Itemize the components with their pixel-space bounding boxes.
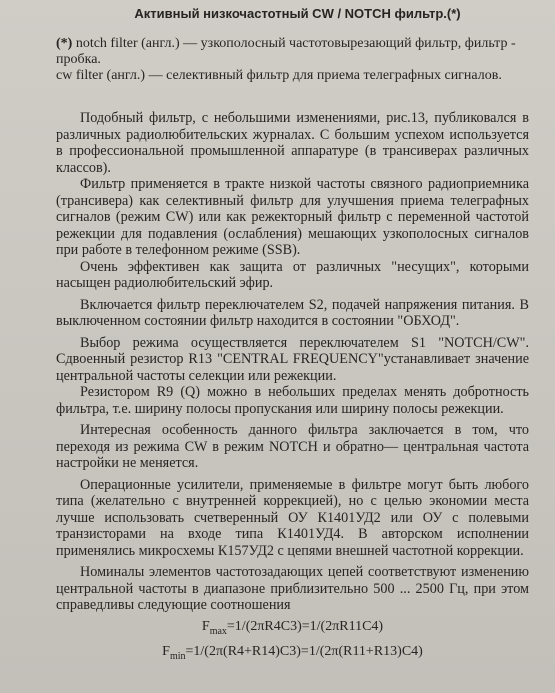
spacer: [56, 84, 529, 110]
footnote-2: cw filter (англ.) — селективный фильтр для приема телеграфных сигналов.: [56, 68, 502, 83]
paragraph: Фильтр применяется в тракте низкой частоты связного радиоприемника (трансивера) как селективный фильтр для улучшения приема телеграфных сигналов (режим CW) или как режекторный фильтр с переменной частотой режекции для подавления (ослабления) мешающих узкополосных сигналов при работе в телефонном режиме (SSB).: [56, 176, 529, 258]
paragraph: Подобный фильтр, с небольшими изменениями, рис.13, публиковался в различных радиолюбительских журналах. С большим успехом используется в профессиональной промышленной аппаратуре (в трансиверах различных классов).: [56, 110, 529, 176]
paragraph: Очень эффективен как защита от различных "несущих", которыми насыщен радиолюбительский эфир.: [56, 258, 529, 291]
paragraph: Интересная особенность данного фильтра заключается в том, что переходя из режима CW в режим NOTCH и обратно— центральная частота настройки не меняется.: [56, 422, 529, 471]
paragraph: Включается фильтр переключателем S2, подачей напряжения питания. В выключенном состоянии фильтр находится в состоянии "ОБХОД".: [56, 296, 529, 329]
paragraph: Операционные усилители, применяемые в фильтре могут быть любого типа (желательно с внутренней коррекцией), но с целью экономии места лучше использовать счетверенный ОУ К1401УД2 или ОУ с полевыми транзисторами на входе типа К1401УД4. В авторском исполнении применялись микросхемы К157УД2 с цепями внешней частотной коррекции.: [56, 476, 529, 559]
paragraph: Выбор режима осуществляется переключателем S1 "NOTCH/CW". Сдвоенный резистор R13 "CENTRAL FREQUENCY"устанавливает значение центральной частоты селекции или режекции.: [56, 334, 529, 384]
footnote-1: [56, 36, 529, 68]
footnote-mark: (*): [56, 36, 73, 51]
paragraph: Номиналы элементов частотозадающих цепей соответствуют изменению центральной частоты в диапазоне приблизительно 500 ... 2500 Гц, при этом справедливы следующие соотношения: [56, 564, 529, 613]
page-title: Активный низкочастотный CW / NOTCH фильтр.(*): [134, 6, 461, 21]
formula-fmin: $F_{min}=1/(2\pi(R4+R14)C3)=1/(2\pi(R11+R13)C4)$: [162, 644, 423, 663]
footnote-text: notch filter (англ.) — узкополосный частотовырезающий фильтр, фильтр - пробка.: [56, 36, 516, 67]
formula-fmax: $F_{max}=1/(2\pi R4C3)=1/(2\pi R11C4)$: [201, 618, 384, 637]
paragraph: Резистором R9 (Q) можно в небольших пределах менять добротность фильтра, т.е. ширину полосы пропускания или ширину полосы режекции.: [56, 384, 529, 417]
